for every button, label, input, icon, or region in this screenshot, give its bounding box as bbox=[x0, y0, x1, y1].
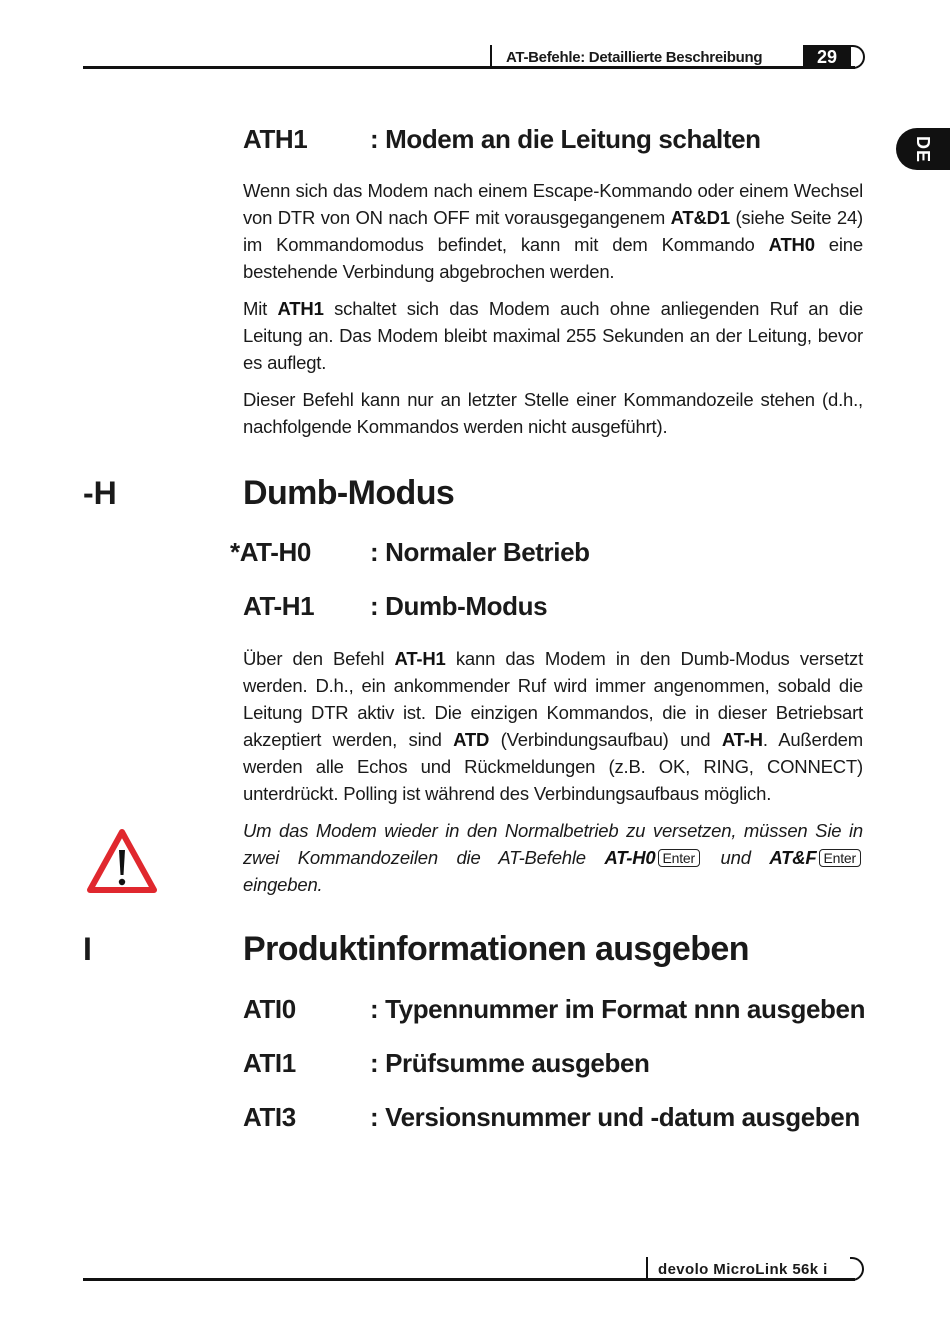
command-ref: AT-H1 bbox=[394, 648, 446, 669]
at-h0-command: *AT-H0 bbox=[230, 537, 311, 567]
ati3-command: ATI3 bbox=[243, 1102, 296, 1132]
at-h1-command: AT-H1 bbox=[243, 591, 315, 621]
command-ref: AT-H bbox=[721, 729, 763, 750]
ath1-command: ATH1 bbox=[243, 124, 308, 154]
dumb-paragraph bbox=[243, 645, 863, 807]
ati0-description: : Typennummer im Format nnn ausgeben bbox=[370, 994, 866, 1024]
text-run: eingeben. bbox=[243, 874, 323, 895]
text-run: Mit bbox=[243, 298, 278, 319]
ath1-description: : Modem an die Leitung schalten bbox=[370, 124, 761, 154]
text-run: und bbox=[701, 847, 770, 868]
enter-key-icon: Enter bbox=[819, 849, 861, 867]
text-run: . Außerdem werden alle Echos und Rückmeldungen (z.B. OK, RING, CONNECT) unterdrückt. Polling ist während des Verbindungsaufbaus möglich. bbox=[243, 729, 863, 804]
enter-key-icon: Enter bbox=[658, 849, 700, 867]
text-run: (Verbindungsaufbau) und bbox=[489, 729, 722, 750]
text-run: kann das Modem in den Dumb-Modus versetzt werden. D.h., ein ankommender Ruf wird immer angenommen, sobald die Leitung DTR aktiv ist. Die einzigen Kommandos, die in dieser Betriebsart akzeptiert werden, sind bbox=[243, 648, 864, 750]
text-run: Wenn sich das Modem nach einem Escape-Kommando oder einem Wechsel von DTR von ON nach OFF mit vorausgegangenem bbox=[243, 180, 863, 228]
text-run: Über den Befehl bbox=[243, 648, 395, 669]
section-title-dumb: Dumb-Modus bbox=[243, 474, 455, 512]
ati0-command: ATI0 bbox=[243, 994, 296, 1024]
warning-icon bbox=[86, 826, 158, 896]
command-ref: ATH1 bbox=[277, 298, 324, 319]
at-h1-description: : Dumb-Modus bbox=[370, 591, 548, 621]
command-ref: AT&D1 bbox=[670, 207, 730, 228]
text-run: Um das Modem wieder in den Normalbetrieb zu versetzen, müssen Sie in zwei Kommandozeilen die AT-Befehle bbox=[243, 820, 863, 868]
command-ref: AT-H0 bbox=[604, 847, 656, 868]
page-number: 29 bbox=[803, 45, 851, 69]
section-title-info: Produktinformationen ausgeben bbox=[243, 930, 749, 968]
header-end-cap bbox=[851, 45, 865, 69]
ath1-paragraph-1 bbox=[243, 177, 863, 285]
language-tab-label: DE bbox=[913, 135, 934, 163]
language-tab bbox=[896, 128, 950, 170]
at-h0-description: : Normaler Betrieb bbox=[370, 537, 590, 567]
text-run: (siehe Seite 24) im Kommandomodus befindet, kann mit dem Kommando bbox=[243, 207, 863, 255]
ath1-paragraph-2 bbox=[243, 295, 863, 376]
ati3-description: : Versionsnummer und -datum ausgeben bbox=[370, 1102, 860, 1132]
ati1-description: : Prüfsumme ausgeben bbox=[370, 1048, 650, 1078]
footer-end-cap bbox=[850, 1257, 864, 1281]
command-ref: ATD bbox=[453, 729, 490, 750]
text-run: schaltet sich das Modem auch ohne anliegenden Ruf an die Leitung an. Das Modem bleibt maximal 255 Sekunden an der Leitung, bevor es auflegt. bbox=[243, 298, 863, 373]
section-code-h: -H bbox=[83, 475, 117, 511]
command-ref: AT&F bbox=[769, 847, 817, 868]
section-code-i: I bbox=[83, 931, 92, 967]
ati1-command: ATI1 bbox=[243, 1048, 296, 1078]
dumb-note bbox=[243, 817, 863, 898]
footer-product: devolo MicroLink 56k i bbox=[646, 1257, 850, 1281]
text-run: eine bestehende Verbindung abgebrochen werden. bbox=[243, 234, 863, 282]
ath1-paragraph-3: Dieser Befehl kann nur an letzter Stelle einer Kommandozeile stehen (d.h., nachfolgende Kommandos werden nicht ausgeführt). bbox=[243, 389, 863, 437]
command-ref: ATH0 bbox=[768, 234, 815, 255]
header-title: AT-Befehle: Detaillierte Beschreibung bbox=[490, 45, 800, 69]
